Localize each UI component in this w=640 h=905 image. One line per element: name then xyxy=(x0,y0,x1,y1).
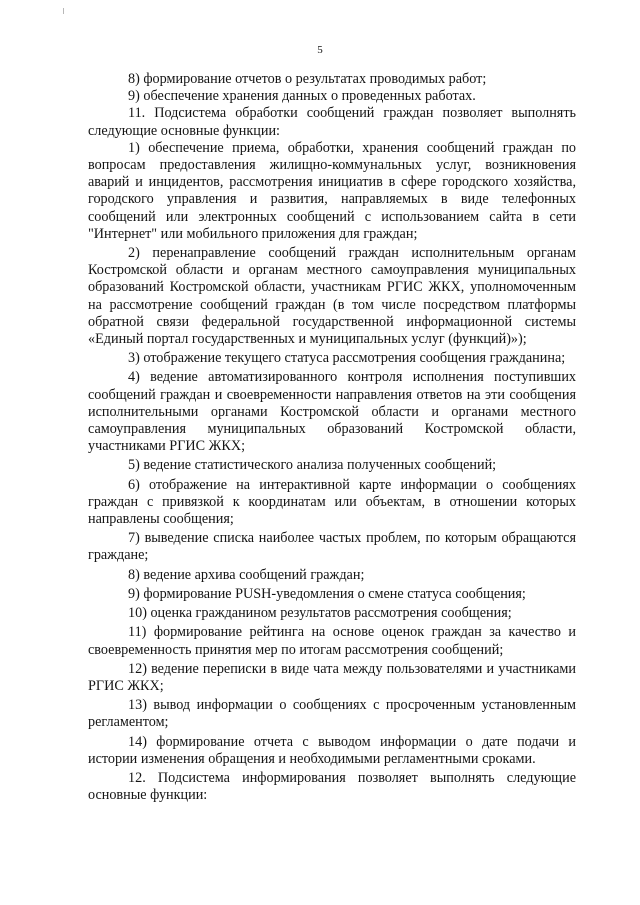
list-item-11-rating-formation: 11) формирование рейтинга на основе оценок граждан за качество и своевременность принятия мер по итогам рассмотрения сообщений; xyxy=(88,624,576,658)
list-item-8-archive: 8) ведение архива сообщений граждан; xyxy=(128,566,365,583)
section-11-heading: 11. Подсистема обработки сообщений граждан позволяет выполнять следующие основные функции: xyxy=(88,105,576,139)
list-item-7-frequent-problems: 7) выведение списка наиболее частых проблем, по которым обращаются граждане; xyxy=(88,530,576,564)
scan-margin-mark xyxy=(63,8,64,14)
document-body xyxy=(88,71,576,804)
list-item-3-status-display: 3) отображение текущего статуса рассмотрения сообщения гражданина; xyxy=(128,350,566,367)
section-12-heading: 12. Подсистема информирования позволяет выполнять следующие основные функции: xyxy=(88,769,576,804)
list-item-9-push-notification: 9) формирование PUSH-уведомления о смене статуса сообщения; xyxy=(128,585,526,602)
list-item-9-data-storage: 9) обеспечение хранения данных о проведенных работах. xyxy=(128,88,476,105)
list-item-1-message-intake: 1) обеспечение приема, обработки, хранения сообщений граждан по вопросам предоставления жилищно-коммунальных услуг, возникновения аварий и инцидентов, рассмотрения инициатив в сфере городского хозяйства, городского управления и развития, направляемых в виде телефонных сообщений или электронных сообщений с использованием сайта в сети "Интернет" или мобильного приложения для граждан; xyxy=(88,139,576,242)
list-item-4-automated-control: 4) ведение автоматизированного контроля исполнения поступивших сообщений граждан и своевременности направления ответов на эти сообщения исполнительными органами Костромской области и органами местного самоуправления муниципальных образований Костромской области, участниками РГИС ЖКХ; xyxy=(88,369,576,455)
list-item-5-statistics: 5) ведение статистического анализа полученных сообщений; xyxy=(128,457,497,474)
list-item-6-interactive-map: 6) отображение на интерактивной карте информации о сообщениях граждан с привязкой к координатам или объектам, в отношении которых направлены сообщения; xyxy=(88,476,576,528)
list-item-13-overdue-messages: 13) вывод информации о сообщениях с просроченным установленным регламентом; xyxy=(88,697,576,731)
list-item-2-message-redirect: 2) перенаправление сообщений граждан исполнительным органам Костромской области и органам местного самоуправления муниципальных образований Костромской области, участникам РГИС ЖКХ, уполномоченным на рассмотрение сообщений граждан (в том числе посредством платформы обратной связи федеральной государственной информационной системы «Единый портал государственных и муниципальных услуг (функций)»); xyxy=(88,245,576,348)
page-number: 5 xyxy=(317,44,323,56)
list-item-14-report-history: 14) формирование отчета с выводом информации о дате подачи и истории изменения обращения и необходимыми регламентными сроками. xyxy=(88,733,576,767)
list-item-8-reports: 8) формирование отчетов о результатах проводимых работ; xyxy=(128,71,487,87)
list-item-10-citizen-rating: 10) оценка гражданином результатов рассмотрения сообщения; xyxy=(128,605,512,622)
list-item-12-chat: 12) ведение переписки в виде чата между пользователями и участниками РГИС ЖКХ; xyxy=(88,660,576,694)
